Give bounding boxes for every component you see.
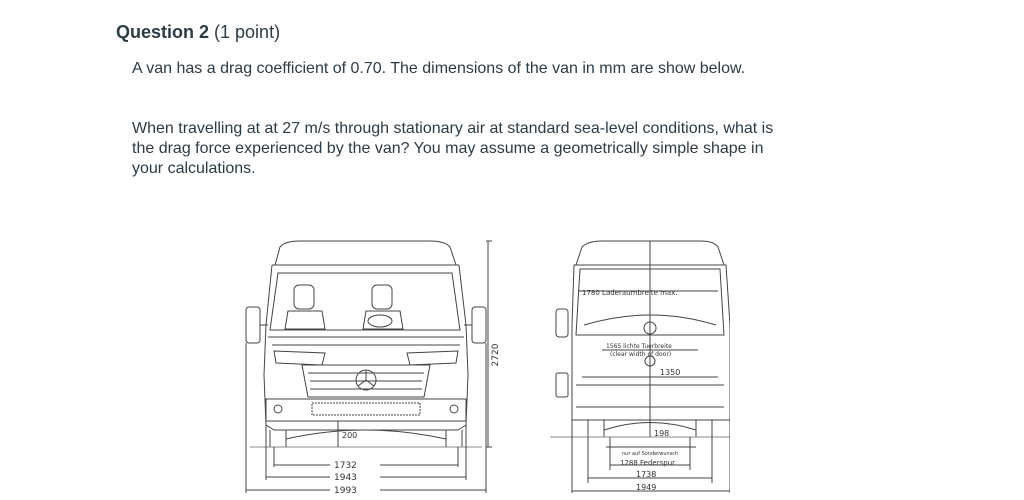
front-ground-clearance-label: 200 bbox=[342, 431, 358, 440]
front-width-mirrors-label: 1993 bbox=[334, 486, 357, 496]
rear-spring-note: nur auf Sonderwunsch bbox=[622, 451, 679, 457]
question-paragraph-1: A van has a drag coefficient of 0.70. The dimensions of the van in mm are show below. bbox=[132, 60, 746, 77]
question-number: Question 2 bbox=[116, 22, 210, 42]
question-points: (1 point) bbox=[214, 22, 281, 42]
question-title bbox=[116, 22, 280, 43]
front-track-label: 1732 bbox=[334, 461, 357, 471]
rear-ground-clearance-label: 198 bbox=[654, 429, 670, 438]
rear-door-width-translation: (clear width of door) bbox=[610, 351, 672, 358]
rear-load-width-label: 1780 Laderaumbreite max. bbox=[582, 289, 678, 297]
rear-inner-width-label: 1350 bbox=[660, 368, 681, 377]
rear-door-width-label: 1565 lichte Tuerbreite bbox=[606, 343, 672, 350]
question-paragraph-2: When travelling at at 27 m/s through stationary air at standard sea-level conditions, what is the drag force experienced by the van? You may assume a geometrically simple shape in your calculations. bbox=[132, 120, 774, 177]
rear-spring-track-label: 1288 Federspur bbox=[620, 459, 676, 467]
front-height-label: 2720 bbox=[491, 343, 501, 367]
van-dimension-drawing bbox=[230, 225, 730, 497]
front-view-drawing bbox=[246, 241, 492, 493]
front-width-body-label: 1943 bbox=[334, 473, 357, 483]
rear-width-body-label: 1949 bbox=[636, 483, 657, 492]
rear-track-label: 1738 bbox=[636, 470, 657, 479]
